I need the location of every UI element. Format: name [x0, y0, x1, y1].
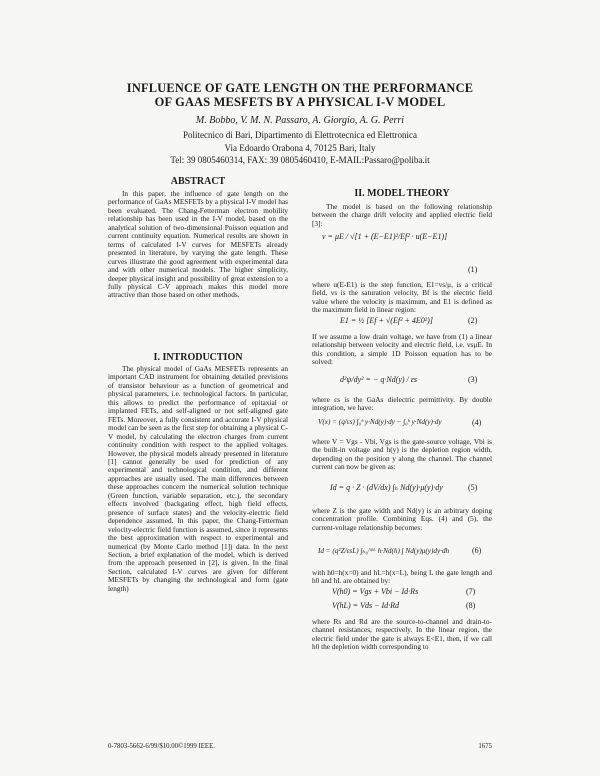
model-paragraph-6: [312, 507, 492, 532]
equation-8: V(hL) = Vds − Id·Rd: [332, 601, 400, 610]
model-text-1: The model is based on the following relationship between the charge drift velocity and applied electric field [3]:: [312, 202, 492, 228]
model-text-6: where Z is the gate width and Nd(y) is an arbitrary doping concentration profile. Combining Eqs. (4) and (5), the current-voltage relationship becomes:: [312, 506, 492, 532]
paper-title: [60, 81, 540, 109]
model-theory-heading: II. MODEL THEORY: [354, 188, 450, 199]
equation-6: Id = (q²Z/εsL) ∫ₕ₀^ʰᴸ h·Nd(h) ∫ Nd(y)μ(y)dy·dh: [318, 547, 450, 555]
model-paragraph-1: [312, 203, 492, 228]
equation-8-number: (8): [466, 601, 476, 610]
equation-5-number: (5): [468, 483, 478, 492]
equation-2-number: (2): [468, 316, 478, 325]
model-text-8: where Rs and Rd are the source-to-channel and drain-to-channel resistances, respectively. In the linear region, the electric field under the gate is always E<E1, then, if we call h0 the depletion width corresponding to: [312, 617, 492, 652]
model-paragraph-7: [312, 569, 492, 586]
model-paragraph-3: [312, 333, 492, 367]
contact-line: Tel: 39 0805460314, FAX: 39 0805460410, E-MAIL:Passaro@poliba.it: [170, 155, 430, 165]
equation-4: V(x) = (q/εs) ∫₀ʰ y·Nd(y)·dy − ∫₀ʰ y·Nd(y)·dy: [318, 418, 442, 426]
equation-6-number: (6): [472, 546, 482, 555]
introduction-paragraph: The physical model of GaAs MESFETs represents an important CAD instrument for obtaining detailed previsions of transistor behaviour as a function of geometrical and physical parameters, i.e. technological factors. In particular, this allows to predict the performance of epitaxial or implanted FETs, and self-aligned or not self-aligned gate FETs. Moreover, a fully consistent and accurate I-V physical model can be seen as the first step for obtaining a physical C-V model, by calculating the electron charges from current continuity condition with respect to the applied voltages. However, the physical models already presented in literature [1] cannot generally be used for prediction of any experimental and technological condition, and different approaches are usually used. The main differences between these approaches concern the numerical solution technique (Green function, variable separation, etc.), the secondary effects involved (backgating effect, high field effects, presence of surface states) and the velocity-electric field dependence assumed. In this paper, the Chang-Fetterman velocity-electric field function is assumed, since it represents the best approximation with respect to experimental and numerical (by Monte Carlo method [1]) data. In the next Section, a brief explanation of the model, which is derived from the approach presented in [2], is given. In the final Section, calculated I-V curves are given for different MESFETs by changing the technological and form (gate length): [108, 364, 288, 593]
page-number: 1675: [478, 743, 492, 750]
model-text-4: where εs is the GaAs dielectric permittivity. By double integration, we have:: [312, 395, 492, 413]
model-text-7: with h0=h(x=0) and hL=h(x=L), being L the gate length and h0 and hL are obtained by:: [312, 568, 492, 586]
title-line-2: OF GAAS MESFETS BY A PHYSICAL I-V MODEL: [154, 95, 446, 109]
equation-1-number: (1): [468, 265, 478, 274]
equation-4-number: (4): [472, 418, 482, 427]
introduction-heading: I. INTRODUCTION: [153, 352, 243, 363]
equation-7-number: (7): [466, 587, 476, 596]
copyright-footer: 0-7803-5662-6/99/$10.00©1999 IEEE.: [108, 743, 215, 750]
model-paragraph-4: [312, 396, 492, 413]
affiliation-line-1: Politecnico di Bari, Dipartimento di Elettrotecnica ed Elettronica: [183, 130, 417, 140]
affiliation-line-2: Via Edoardo Orabona 4, 70125 Bari, Italy: [224, 143, 376, 153]
model-paragraph-8: [312, 618, 492, 652]
author-list: M. Bobbo, V. M. N. Passaro, A. Giorgio, A. G. Perri: [195, 115, 405, 126]
abstract-paragraph: In this paper, the influence of gate length on the performance of GaAs MESFETs by a physical I-V model has been evaluated. The Chang-Fetterman electron mobility relationship has been used in the I-V model, based on the analytical solution of two-dimensional Poisson equation and current continuity equation. Numerical results are shown in terms of calculated I-V curves for MESFETs already presented in literature, by varying the gate length. These curves illustrate the good agreement with experimental data and with other numerical models. The higher simplicity, deeper physical insight and possibility of great extension to a fully physical C-V approach makes this model more attractive than those based on other methods.: [108, 189, 288, 300]
equation-3: d²ψ/dy² = − q·Nd(y) / εs: [340, 375, 418, 384]
equation-1: v = μE / √[1 + (E−E1)²/Ef² · u(E−E1)]: [322, 232, 448, 241]
model-paragraph-5: [312, 438, 492, 472]
model-text-2: where u(E-E1) is the step function, E1=vs/μ, is a critical field, vs is the saturation velocity, Bf is the electric field value where the velocity is maximum, and E1 is defined as the maximum field in linear region:: [312, 280, 492, 315]
equation-2: E1 = ½ [Ef + √(Ef² + 4E0²)]: [340, 316, 433, 325]
equation-7: V(h0) = Vgs + Vbi − Id·Rs: [332, 587, 419, 596]
introduction-body: [108, 365, 288, 593]
equation-5: Id = q · Z · (dV/dx) ∫ₕ Nd(y)·μ(y)·dy: [330, 483, 443, 492]
model-paragraph-2: [312, 281, 492, 315]
title-line-1: INFLUENCE OF GATE LENGTH ON THE PERFORMANCE: [126, 81, 474, 95]
equation-3-number: (3): [468, 375, 478, 384]
model-text-3: If we assume a low drain voltage, we have from (1) a linear relationship between velocity and electric field, i.e. vsμE. In this condition, a simple 1D Poisson equation has to be solved:: [312, 332, 492, 367]
abstract-heading: ABSTRACT: [170, 176, 226, 187]
model-text-5: where V = Vgs - Vbi, Vgs is the gate-source voltage, Vbi is the built-in voltage and h(y) is the depletion region width, depending on the position y along the channel. The channel current can now be given as:: [312, 437, 492, 472]
abstract-body: [108, 190, 288, 300]
